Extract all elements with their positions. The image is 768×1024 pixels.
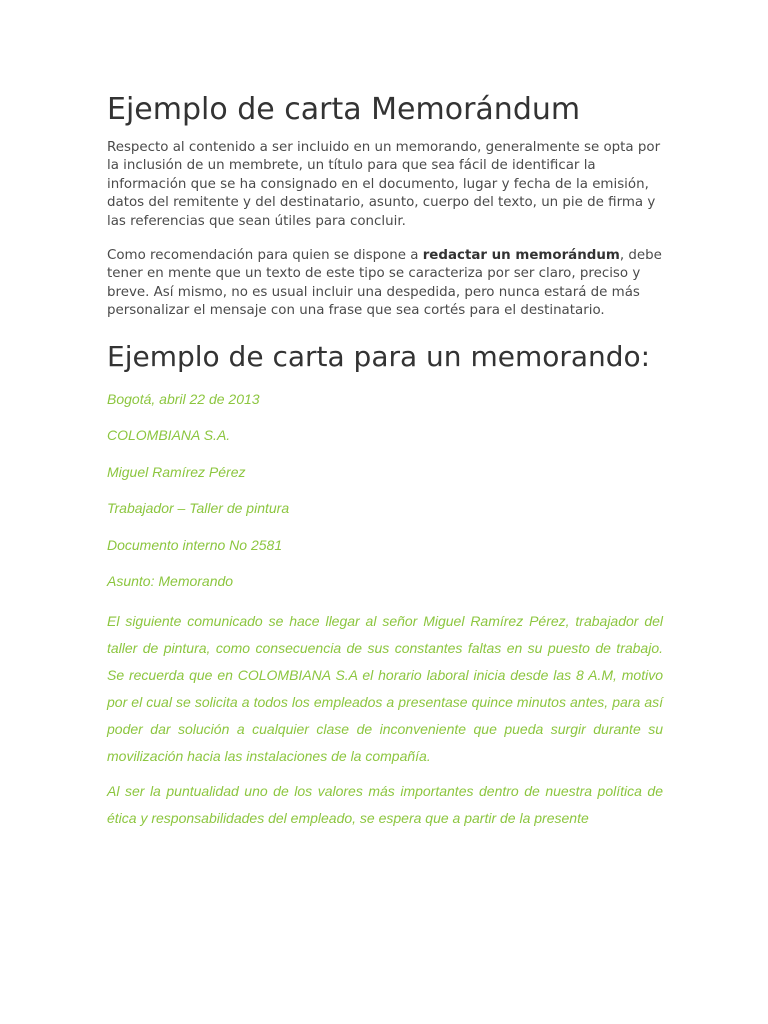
intro-bold-phrase: redactar un memorándum: [422, 248, 620, 264]
page-title: Ejemplo de carta Memorándum: [107, 92, 581, 127]
intro-paragraph-2: [107, 247, 663, 321]
section-subtitle: Ejemplo de carta para un memorando:: [107, 339, 651, 373]
letter-example: [107, 389, 663, 832]
document-page: [107, 88, 663, 840]
letter-subject: Asunto: Memorando: [107, 573, 234, 590]
intro-paragraph-2-before: Como recomendación para quien se dispone a: [107, 248, 423, 264]
intro-paragraph-1: Respecto al contenido a ser incluido en un memorando, generalmente se opta por la inclusión de un membrete, un título para que sea fácil de identificar la información que se ha consignado en el documento, lugar y fecha de la emisión, datos del remitente y del destinatario, asunto, cuerpo del texto, un pie de firma y las referencias que sean útiles para concluir.: [107, 140, 661, 229]
intro-paragraph-2-after: , debe tener en mente que un texto de este tipo se caracteriza por ser claro, preciso y breve. Así mismo, no es usual incluir una despedida, pero nunca estará de más personalizar el mensaje con una frase que sea cortés para el destinatario.: [107, 248, 662, 319]
letter-body-paragraph-1: El siguiente comunicado se hace llegar al señor Miguel Ramírez Pérez, trabajador del taller de pintura, como consecuencia de sus constantes faltas en su puesto de trabajo. Se recuerda que en COLOMBIANA S.A el horario laboral inicia desde las 8 A.M, motivo por el cual se solicita a todos los empleados a presentase quince minutos antes, para así poder dar solución a cualquier clase de inconveniente que pueda surgir durante su movilización hacia las instalaciones de la compañía.: [107, 612, 663, 764]
letter-document-ref: Documento interno No 2581: [107, 536, 283, 553]
letter-company: COLOMBIANA S.A.: [107, 427, 231, 444]
letter-recipient-name: Miguel Ramírez Pérez: [107, 463, 246, 480]
letter-date-place: Bogotá, abril 22 de 2013: [107, 390, 260, 407]
letter-recipient-role: Trabajador – Taller de pintura: [107, 500, 290, 517]
letter-body-paragraph-2: Al ser la puntualidad uno de los valores más importantes dentro de nuestra política de ética y responsabilidades del empleado, se espera que a partir de la presente: [107, 782, 663, 826]
